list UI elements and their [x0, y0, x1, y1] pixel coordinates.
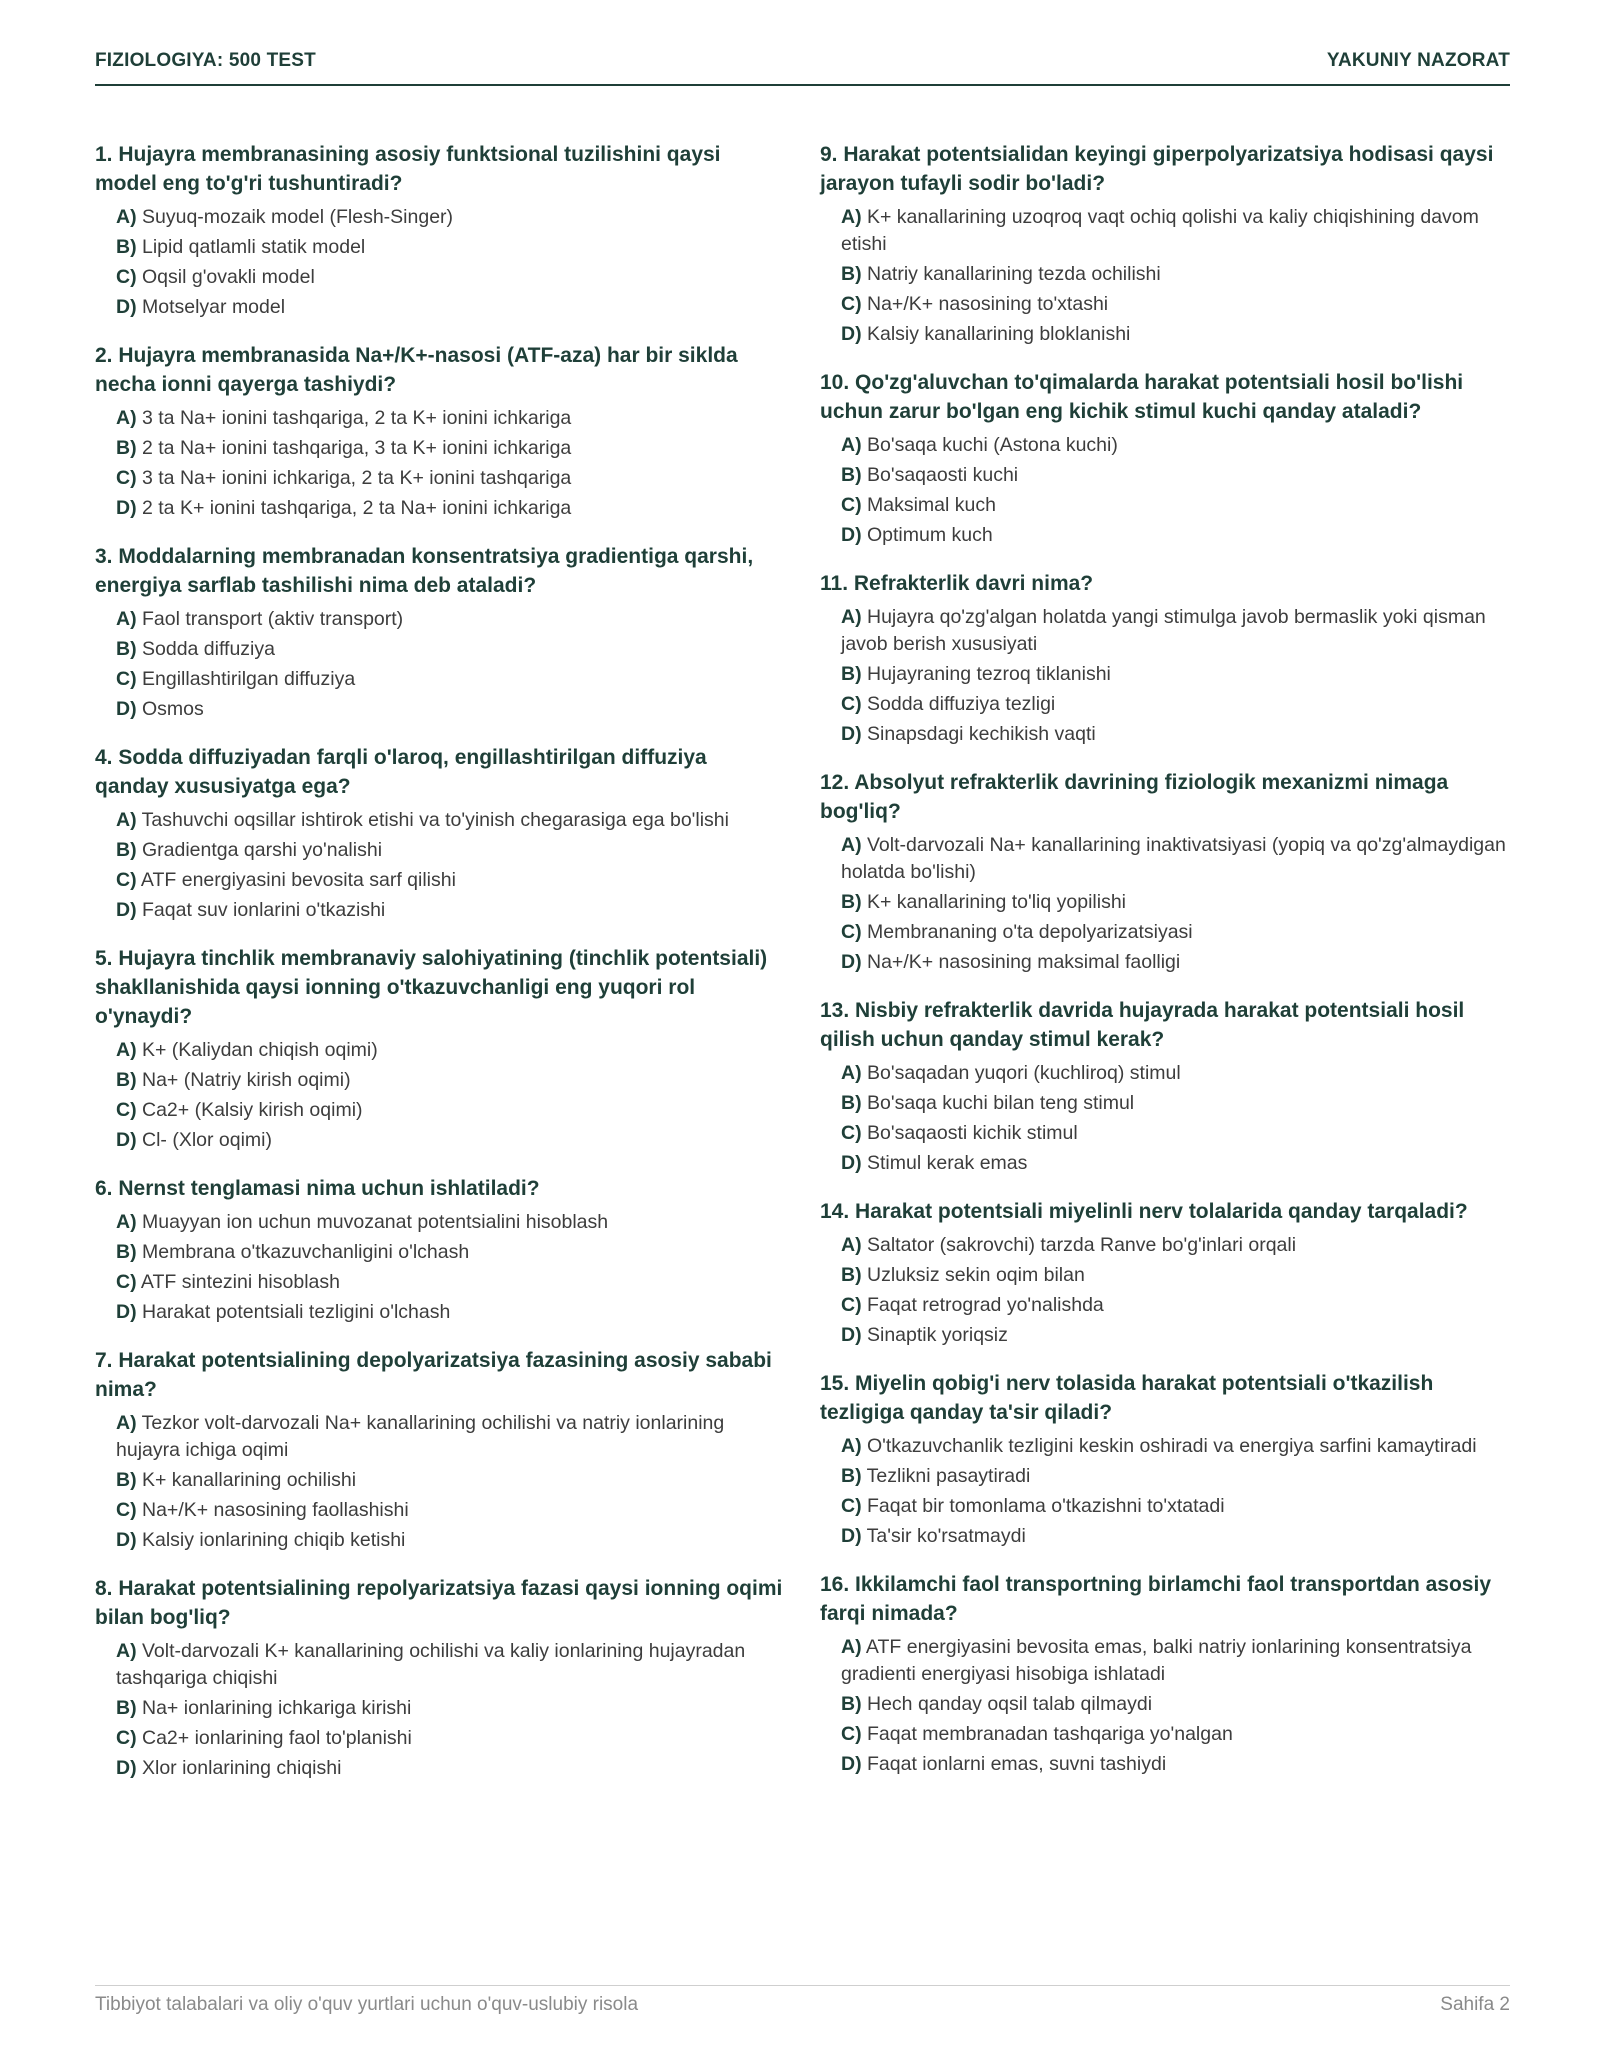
- option-letter: C): [116, 1099, 137, 1121]
- option-letter: A): [116, 1412, 137, 1434]
- answer-option: [116, 1127, 785, 1154]
- answer-option: [841, 522, 1510, 549]
- answer-option: [841, 1120, 1510, 1147]
- answer-option: [116, 897, 785, 924]
- option-letter: B): [841, 891, 862, 913]
- question-text: 7. Harakat potentsialining depolyarizatsiya fazasining asosiy sababi nima?: [95, 1349, 772, 1401]
- answer-option: [841, 1150, 1510, 1177]
- option-letter: B): [841, 263, 862, 285]
- answer-option: [116, 1067, 785, 1094]
- question-block: [820, 1369, 1510, 1550]
- option-letter: D): [116, 698, 137, 720]
- answer-option: [116, 1269, 785, 1296]
- answer-option: [841, 721, 1510, 748]
- answer-options: [95, 1638, 785, 1782]
- option-text: Sodda diffuziya tezligi: [867, 693, 1056, 715]
- header-title: FIZIOLOGIYA: 500 TEST: [95, 50, 316, 71]
- option-text: Bo'saqaosti kichik stimul: [867, 1122, 1078, 1144]
- question-text: 4. Sodda diffuziyadan farqli o'laroq, engillashtirilgan diffuziya qanday xususiyatga ega?: [95, 746, 707, 798]
- option-letter: D): [841, 1753, 862, 1775]
- answer-option: [841, 832, 1510, 886]
- option-letter: C): [116, 869, 137, 891]
- option-letter: C): [116, 467, 137, 489]
- answer-option: [841, 1322, 1510, 1349]
- answer-option: [116, 204, 785, 231]
- option-letter: A): [841, 834, 862, 856]
- option-text: Hujayraning tezroq tiklanishi: [867, 663, 1111, 685]
- option-text: Engillashtirilgan diffuziya: [142, 668, 356, 690]
- option-letter: B): [116, 1697, 137, 1719]
- answer-option: [841, 604, 1510, 658]
- option-text: ATF energiyasini bevosita emas, balki natriy ionlarining konsentratsiya gradienti energiyasi hisobiga ishlatadi: [841, 1636, 1472, 1685]
- option-letter: C): [116, 1727, 137, 1749]
- answer-option: [116, 1097, 785, 1124]
- option-letter: C): [116, 668, 137, 690]
- option-text: Faol transport (aktiv transport): [142, 608, 404, 630]
- option-letter: A): [841, 434, 862, 456]
- answer-option: [116, 1467, 785, 1494]
- question-text: 9. Harakat potentsialidan keyingi giperpolyarizatsiya hodisasi qaysi jarayon tufayli sodir bo'ladi?: [820, 143, 1494, 195]
- answer-option: [116, 234, 785, 261]
- answer-option: [841, 432, 1510, 459]
- option-text: Cl- (Xlor oqimi): [142, 1129, 273, 1151]
- answer-option: [841, 1090, 1510, 1117]
- option-text: Bo'saqaosti kuchi: [867, 464, 1019, 486]
- option-text: Suyuq-mozaik model (Flesh-Singer): [142, 206, 454, 228]
- answer-option: [116, 1638, 785, 1692]
- option-letter: B): [116, 1069, 137, 1091]
- option-letter: B): [116, 437, 137, 459]
- answer-options: [820, 1060, 1510, 1177]
- question-block: [95, 1174, 785, 1326]
- option-text: Sodda diffuziya: [142, 638, 275, 660]
- option-text: Na+/K+ nasosining to'xtashi: [867, 293, 1109, 315]
- question-text: 3. Moddalarning membranadan konsentratsiya gradientiga qarshi, energiya sarflab tashilishi nima deb ataladi?: [95, 545, 754, 597]
- option-text: Membrananing o'ta depolyarizatsiyasi: [867, 921, 1193, 943]
- question-text: 5. Hujayra tinchlik membranaviy salohiyatining (tinchlik potentsiali) shakllanishida qaysi ionning o'tkazuvchanligi eng yuqori rol o'ynaydi?: [95, 947, 768, 1028]
- option-text: Bo'saqa kuchi (Astona kuchi): [867, 434, 1118, 456]
- option-letter: D): [841, 951, 862, 973]
- option-text: Bo'saqa kuchi bilan teng stimul: [867, 1092, 1135, 1114]
- option-letter: A): [841, 1435, 862, 1457]
- answer-options: [820, 1433, 1510, 1550]
- option-letter: A): [116, 1039, 137, 1061]
- option-text: Stimul kerak emas: [867, 1152, 1028, 1174]
- question-text: 13. Nisbiy refrakterlik davrida hujayrada harakat potentsiali hosil qilish uchun qanday stimul kerak?: [820, 999, 1465, 1051]
- option-text: Na+/K+ nasosining maksimal faolligi: [867, 951, 1181, 973]
- option-letter: A): [116, 407, 137, 429]
- option-text: Membrana o'tkazuvchanligini o'lchash: [142, 1241, 470, 1263]
- answer-options: [820, 832, 1510, 976]
- option-text: Sinapsdagi kechikish vaqti: [867, 723, 1096, 745]
- option-text: Tezkor volt-darvozali Na+ kanallarining ochilishi va natriy ionlarining hujayra ichiga oqimi: [116, 1412, 725, 1461]
- option-letter: A): [116, 206, 137, 228]
- option-text: Na+/K+ nasosining faollashishi: [142, 1499, 409, 1521]
- answer-options: [95, 1037, 785, 1154]
- option-letter: B): [841, 464, 862, 486]
- option-text: ATF sintezini hisoblash: [140, 1271, 340, 1293]
- option-text: Uzluksiz sekin oqim bilan: [867, 1264, 1085, 1286]
- option-letter: A): [116, 1211, 137, 1233]
- option-letter: A): [841, 1062, 862, 1084]
- questions-area: [95, 140, 1510, 1802]
- option-text: Natriy kanallarining tezda ochilishi: [867, 263, 1161, 285]
- option-letter: D): [116, 1129, 137, 1151]
- option-text: Na+ (Natriy kirish oqimi): [142, 1069, 351, 1091]
- option-letter: D): [116, 899, 137, 921]
- option-letter: C): [841, 293, 862, 315]
- question-block: [820, 1197, 1510, 1349]
- answer-option: [116, 1695, 785, 1722]
- option-letter: C): [841, 1723, 862, 1745]
- answer-option: [841, 291, 1510, 318]
- answer-option: [116, 1037, 785, 1064]
- option-text: O'tkazuvchanlik tezligini keskin oshiradi va energiya sarfini kamaytiradi: [867, 1435, 1477, 1457]
- option-letter: B): [841, 1264, 862, 1286]
- answer-option: [116, 465, 785, 492]
- option-letter: D): [841, 1324, 862, 1346]
- option-letter: C): [116, 266, 137, 288]
- option-letter: D): [841, 524, 862, 546]
- answer-options: [95, 405, 785, 522]
- option-text: Xlor ionlarining chiqishi: [142, 1757, 342, 1779]
- option-text: Hujayra qo'zg'algan holatda yangi stimulga javob bermaslik yoki qisman javob berish xususiyati: [841, 606, 1486, 655]
- answer-options: [820, 1232, 1510, 1349]
- option-letter: C): [116, 1499, 137, 1521]
- option-letter: B): [116, 638, 137, 660]
- answer-option: [116, 435, 785, 462]
- option-letter: A): [841, 206, 862, 228]
- answer-option: [116, 867, 785, 894]
- answer-option: [841, 1523, 1510, 1550]
- question-block: [95, 140, 785, 321]
- answer-option: [841, 1433, 1510, 1460]
- question-block: [820, 1570, 1510, 1778]
- answer-option: [841, 1493, 1510, 1520]
- option-text: Muayyan ion uchun muvozanat potentsialini hisoblash: [142, 1211, 609, 1233]
- answer-option: [841, 1060, 1510, 1087]
- option-letter: A): [116, 809, 137, 831]
- option-text: Gradientga qarshi yo'nalishi: [142, 839, 383, 861]
- answer-option: [116, 264, 785, 291]
- option-letter: D): [841, 723, 862, 745]
- option-text: Tashuvchi oqsillar ishtirok etishi va to'yinish chegarasiga ega bo'lishi: [141, 809, 729, 831]
- option-text: Faqat ionlarni emas, suvni tashiydi: [867, 1753, 1167, 1775]
- option-letter: D): [116, 296, 137, 318]
- option-text: Na+ ionlarining ichkariga kirishi: [142, 1697, 412, 1719]
- question-text: 6. Nernst tenglamasi nima uchun ishlatiladi?: [95, 1177, 540, 1200]
- answer-option: [116, 405, 785, 432]
- option-letter: B): [116, 236, 137, 258]
- answer-option: [116, 1209, 785, 1236]
- option-letter: D): [116, 497, 137, 519]
- option-text: Kalsiy kanallarining bloklanishi: [867, 323, 1131, 345]
- page-footer: [95, 1985, 1510, 2016]
- answer-options: [820, 1634, 1510, 1778]
- option-letter: A): [841, 606, 862, 628]
- answer-option: [841, 889, 1510, 916]
- option-text: Ca2+ ionlarining faol to'planishi: [142, 1727, 412, 1749]
- option-letter: B): [841, 663, 862, 685]
- option-text: Ta'sir ko'rsatmaydi: [866, 1525, 1026, 1547]
- question-text: 15. Miyelin qobig'i nerv tolasida harakat potentsiali o'tkazilish tezligiga qanday ta'sir qiladi?: [820, 1372, 1434, 1424]
- option-letter: C): [841, 494, 862, 516]
- question-block: [820, 996, 1510, 1177]
- option-letter: C): [841, 921, 862, 943]
- option-text: Faqat membranadan tashqariga yo'nalgan: [867, 1723, 1233, 1745]
- option-text: Maksimal kuch: [867, 494, 996, 516]
- option-text: K+ kanallarining to'liq yopilishi: [867, 891, 1126, 913]
- answer-option: [116, 1239, 785, 1266]
- answer-option: [841, 691, 1510, 718]
- option-text: Volt-darvozali K+ kanallarining ochilishi va kaliy ionlarining hujayradan tashqariga chiqishi: [116, 1640, 746, 1689]
- question-text: 8. Harakat potentsialining repolyarizatsiya fazasi qaysi ionning oqimi bilan bog'liq?: [95, 1577, 783, 1629]
- answer-option: [841, 1463, 1510, 1490]
- question-text: 11. Refrakterlik davri nima?: [820, 572, 1094, 595]
- header-section: YAKUNIY NAZORAT: [1326, 50, 1510, 71]
- answer-option: [841, 204, 1510, 258]
- option-text: Oqsil g'ovakli model: [142, 266, 315, 288]
- answer-option: [116, 606, 785, 633]
- question-block: [820, 768, 1510, 976]
- page-number: Sahifa 2: [1440, 1994, 1510, 2015]
- answer-option: [116, 807, 785, 834]
- question-text: 10. Qo'zg'aluvchan to'qimalarda harakat potentsiali hosil bo'lishi uchun zarur bo'lgan eng kichik stimul kuchi qanday ataladi?: [820, 371, 1464, 423]
- answer-options: [95, 807, 785, 924]
- question-block: [820, 140, 1510, 348]
- option-letter: B): [841, 1092, 862, 1114]
- option-text: K+ kanallarining ochilishi: [142, 1469, 357, 1491]
- answer-options: [820, 604, 1510, 748]
- answer-option: [116, 495, 785, 522]
- answer-option: [841, 1721, 1510, 1748]
- option-text: Osmos: [142, 698, 204, 720]
- question-text: 2. Hujayra membranasida Na+/K+-nasosi (ATF-aza) har bir siklda necha ionni qayerga tashiydi?: [95, 344, 738, 396]
- answer-option: [841, 462, 1510, 489]
- option-letter: C): [841, 693, 862, 715]
- answer-option: [116, 1755, 785, 1782]
- answer-option: [116, 1410, 785, 1464]
- question-block: [95, 743, 785, 924]
- option-letter: D): [116, 1301, 137, 1323]
- right-column: [820, 140, 1510, 1802]
- question-block: [95, 341, 785, 522]
- answer-options: [95, 606, 785, 723]
- option-text: Kalsiy ionlarining chiqib ketishi: [142, 1529, 406, 1551]
- option-letter: C): [841, 1294, 862, 1316]
- answer-option: [116, 666, 785, 693]
- question-text: 1. Hujayra membranasining asosiy funktsional tuzilishini qaysi model eng to'g'ri tushuntiradi?: [95, 143, 721, 195]
- option-letter: B): [116, 1469, 137, 1491]
- option-letter: A): [841, 1636, 862, 1658]
- answer-options: [95, 1410, 785, 1554]
- option-text: Faqat suv ionlarini o'tkazishi: [142, 899, 386, 921]
- option-letter: A): [116, 608, 137, 630]
- option-text: K+ (Kaliydan chiqish oqimi): [142, 1039, 378, 1061]
- option-letter: D): [841, 323, 862, 345]
- option-text: 2 ta K+ ionini tashqariga, 2 ta Na+ ionini ichkariga: [142, 497, 572, 519]
- option-letter: C): [841, 1495, 862, 1517]
- option-text: Saltator (sakrovchi) tarzda Ranve bo'g'inlari orqali: [867, 1234, 1297, 1256]
- answer-option: [841, 321, 1510, 348]
- option-letter: A): [116, 1640, 137, 1662]
- option-text: Sinaptik yoriqsiz: [867, 1324, 1008, 1346]
- answer-option: [841, 949, 1510, 976]
- option-text: ATF energiyasini bevosita sarf qilishi: [140, 869, 456, 891]
- option-text: Bo'saqadan yuqori (kuchliroq) stimul: [867, 1062, 1181, 1084]
- question-text: 14. Harakat potentsiali miyelinli nerv tolalarida qanday tarqaladi?: [820, 1200, 1468, 1223]
- page-header: [95, 50, 1510, 86]
- option-text: Volt-darvozali Na+ kanallarining inaktivatsiyasi (yopiq va qo'zg'almaydigan holatda bo'lishi): [841, 834, 1506, 883]
- answer-option: [116, 636, 785, 663]
- answer-option: [841, 261, 1510, 288]
- option-text: 3 ta Na+ ionini tashqariga, 2 ta K+ ionini ichkariga: [142, 407, 572, 429]
- answer-option: [116, 1497, 785, 1524]
- option-letter: D): [116, 1529, 137, 1551]
- answer-option: [116, 1725, 785, 1752]
- option-letter: C): [116, 1271, 137, 1293]
- answer-option: [841, 1751, 1510, 1778]
- answer-options: [95, 1209, 785, 1326]
- answer-option: [841, 1634, 1510, 1688]
- answer-option: [116, 294, 785, 321]
- option-text: Optimum kuch: [867, 524, 993, 546]
- option-text: Harakat potentsiali tezligini o'lchash: [142, 1301, 451, 1323]
- answer-option: [116, 837, 785, 864]
- option-text: 3 ta Na+ ionini ichkariga, 2 ta K+ ionini tashqariga: [142, 467, 572, 489]
- option-letter: D): [841, 1152, 862, 1174]
- option-text: 2 ta Na+ ionini tashqariga, 3 ta K+ ionini ichkariga: [142, 437, 572, 459]
- answer-option: [841, 661, 1510, 688]
- option-text: Lipid qatlamli statik model: [142, 236, 366, 258]
- answer-option: [841, 492, 1510, 519]
- answer-option: [841, 1691, 1510, 1718]
- option-letter: B): [116, 1241, 137, 1263]
- question-block: [95, 542, 785, 723]
- option-text: Hech qanday oqsil talab qilmaydi: [867, 1693, 1153, 1715]
- question-text: 16. Ikkilamchi faol transportning birlamchi faol transportdan asosiy farqi nimada?: [820, 1573, 1491, 1625]
- answer-option: [116, 1527, 785, 1554]
- answer-option: [116, 696, 785, 723]
- option-letter: B): [841, 1465, 862, 1487]
- left-column: [95, 140, 785, 1802]
- answer-option: [116, 1299, 785, 1326]
- answer-option: [841, 1232, 1510, 1259]
- answer-option: [841, 1292, 1510, 1319]
- question-block: [820, 368, 1510, 549]
- option-letter: B): [841, 1693, 862, 1715]
- question-block: [95, 1574, 785, 1782]
- question-block: [95, 944, 785, 1154]
- option-text: Faqat retrograd yo'nalishda: [867, 1294, 1104, 1316]
- option-letter: D): [841, 1525, 862, 1547]
- answer-option: [841, 1262, 1510, 1289]
- question-text: 12. Absolyut refrakterlik davrining fiziologik mexanizmi nimaga bog'liq?: [820, 771, 1449, 823]
- question-block: [95, 1346, 785, 1554]
- answer-option: [841, 919, 1510, 946]
- option-text: Faqat bir tomonlama o'tkazishni to'xtatadi: [867, 1495, 1225, 1517]
- footer-note: Tibbiyot talabalari va oliy o'quv yurtlari uchun o'quv-uslubiy risola: [95, 1994, 639, 2015]
- option-text: Tezlikni pasaytiradi: [866, 1465, 1031, 1487]
- answer-options: [95, 204, 785, 321]
- option-letter: C): [841, 1122, 862, 1144]
- answer-options: [820, 432, 1510, 549]
- option-text: Ca2+ (Kalsiy kirish oqimi): [142, 1099, 363, 1121]
- option-letter: B): [116, 839, 137, 861]
- option-letter: A): [841, 1234, 862, 1256]
- option-text: Motselyar model: [142, 296, 286, 318]
- question-block: [820, 569, 1510, 748]
- option-text: K+ kanallarining uzoqroq vaqt ochiq qolishi va kaliy chiqishining davom etishi: [841, 206, 1479, 255]
- answer-options: [820, 204, 1510, 348]
- option-letter: D): [116, 1757, 137, 1779]
